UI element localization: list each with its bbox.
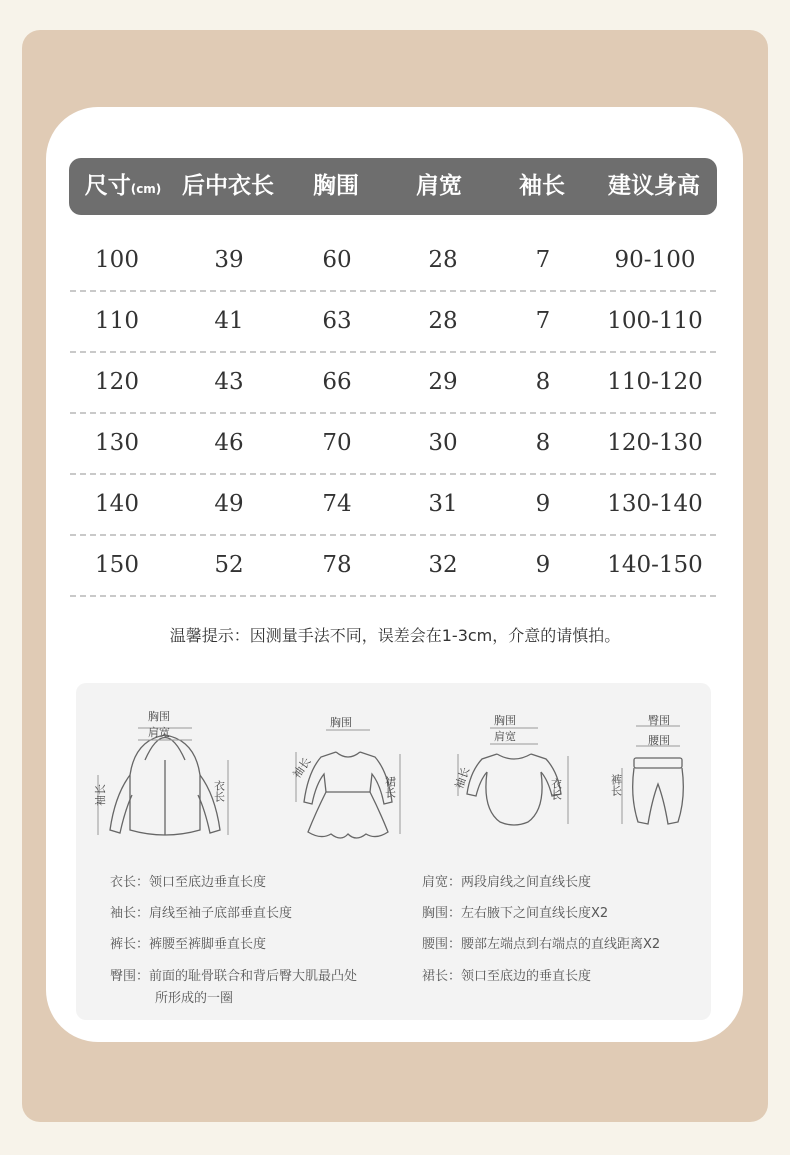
- cell-sleeve: 7: [535, 308, 551, 334]
- dress-icon: [286, 712, 411, 852]
- cell-size: 110: [95, 308, 139, 334]
- pants-hip-label: 臀围: [648, 714, 670, 727]
- cell-height: 100-110: [607, 308, 703, 334]
- header-height: 建议身高: [608, 173, 700, 199]
- jacket-shoulder-label: 肩宽: [148, 726, 170, 739]
- table-row: [69, 352, 717, 413]
- romper-shoulder-label: 肩宽: [494, 730, 516, 743]
- cell-sleeve: 9: [535, 552, 551, 578]
- cell-sleeve: 7: [535, 247, 551, 273]
- cell-height: 110-120: [607, 369, 703, 395]
- hooded-jacket-icon: [90, 700, 240, 850]
- header-chest: 胸围: [313, 173, 359, 199]
- cell-shoulder: 30: [428, 430, 458, 456]
- cell-shoulder: 31: [428, 491, 458, 517]
- header-shoulder: 肩宽: [416, 173, 462, 199]
- def-sleeve: 袖长：肩线至袖子底部垂直长度: [110, 906, 293, 921]
- jacket-length-label: 衣长: [212, 780, 226, 802]
- dress-chest-label: 胸围: [330, 716, 352, 729]
- measurement-note: 温馨提示：因测量手法不同，误差会在1-3cm，介意的请慎拍。: [169, 626, 621, 645]
- jacket-chest-label: 胸围: [148, 710, 170, 723]
- header-back-length: 后中衣长: [182, 173, 274, 199]
- def-hip-cont: 所形成的一圈: [155, 991, 234, 1006]
- romper-chest-label: 胸围: [494, 714, 516, 727]
- jacket-sleeve-label: 袖长: [94, 784, 107, 806]
- cell-shoulder: 28: [428, 308, 458, 334]
- cell-shoulder: 32: [428, 552, 458, 578]
- cell-back-length: 49: [214, 491, 244, 517]
- row-divider: [70, 595, 716, 597]
- def-skirt: 裙长：领口至底边的垂直长度: [422, 969, 592, 984]
- table-row: [69, 230, 717, 291]
- def-waist: 腰围：腰部左端点到右端点的直线距离X2: [422, 937, 661, 952]
- cell-sleeve: 8: [535, 369, 551, 395]
- cell-chest: 70: [322, 430, 352, 456]
- cell-height: 90-100: [614, 247, 696, 273]
- header-sleeve: 袖长: [519, 173, 565, 199]
- header-size: 尺寸(cm): [84, 173, 162, 199]
- cell-chest: 66: [322, 369, 352, 395]
- romper-sleeve-label: 袖长: [452, 765, 473, 791]
- cell-shoulder: 29: [428, 369, 458, 395]
- dress-sleeve-label: 袖长: [290, 755, 314, 781]
- cell-sleeve: 8: [535, 430, 551, 456]
- table-row: [69, 535, 717, 596]
- def-hip: 臀围：前面的耻骨联合和背后臀大肌最凸处: [110, 969, 358, 984]
- dress-skirt-label: 裙长: [383, 776, 397, 798]
- def-pants-length: 裤长：裤腰至裤脚垂直长度: [110, 937, 267, 952]
- pants-icon: [609, 712, 702, 832]
- cell-back-length: 52: [214, 552, 244, 578]
- table-row: [69, 291, 717, 352]
- cell-size: 130: [95, 430, 139, 456]
- def-chest: 胸围：左右腋下之间直线长度X2: [422, 906, 609, 921]
- cell-size: 140: [95, 491, 139, 517]
- cell-chest: 60: [322, 247, 352, 273]
- cell-back-length: 43: [214, 369, 244, 395]
- table-row: [69, 413, 717, 474]
- pants-waist-label: 腰围: [648, 734, 670, 747]
- cell-size: 100: [95, 247, 139, 273]
- cell-chest: 63: [322, 308, 352, 334]
- def-shoulder: 肩宽：两段肩线之间直线长度: [422, 875, 592, 890]
- cell-height: 120-130: [607, 430, 703, 456]
- cell-chest: 74: [322, 491, 352, 517]
- table-row: [69, 474, 717, 535]
- cell-height: 130-140: [607, 491, 703, 517]
- cell-back-length: 39: [214, 247, 244, 273]
- cell-size: 120: [95, 369, 139, 395]
- cell-size: 150: [95, 552, 139, 578]
- cell-back-length: 41: [214, 308, 244, 334]
- romper-icon: [452, 714, 577, 844]
- cell-chest: 78: [322, 552, 352, 578]
- cell-height: 140-150: [607, 552, 703, 578]
- pants-length-label: 裤长: [609, 774, 623, 796]
- table-header: [69, 158, 717, 215]
- def-length: 衣长：领口至底边垂直长度: [110, 875, 267, 890]
- cell-sleeve: 9: [535, 491, 551, 517]
- cell-back-length: 46: [214, 430, 244, 456]
- cell-shoulder: 28: [428, 247, 458, 273]
- romper-length-label: 衣长: [549, 778, 563, 800]
